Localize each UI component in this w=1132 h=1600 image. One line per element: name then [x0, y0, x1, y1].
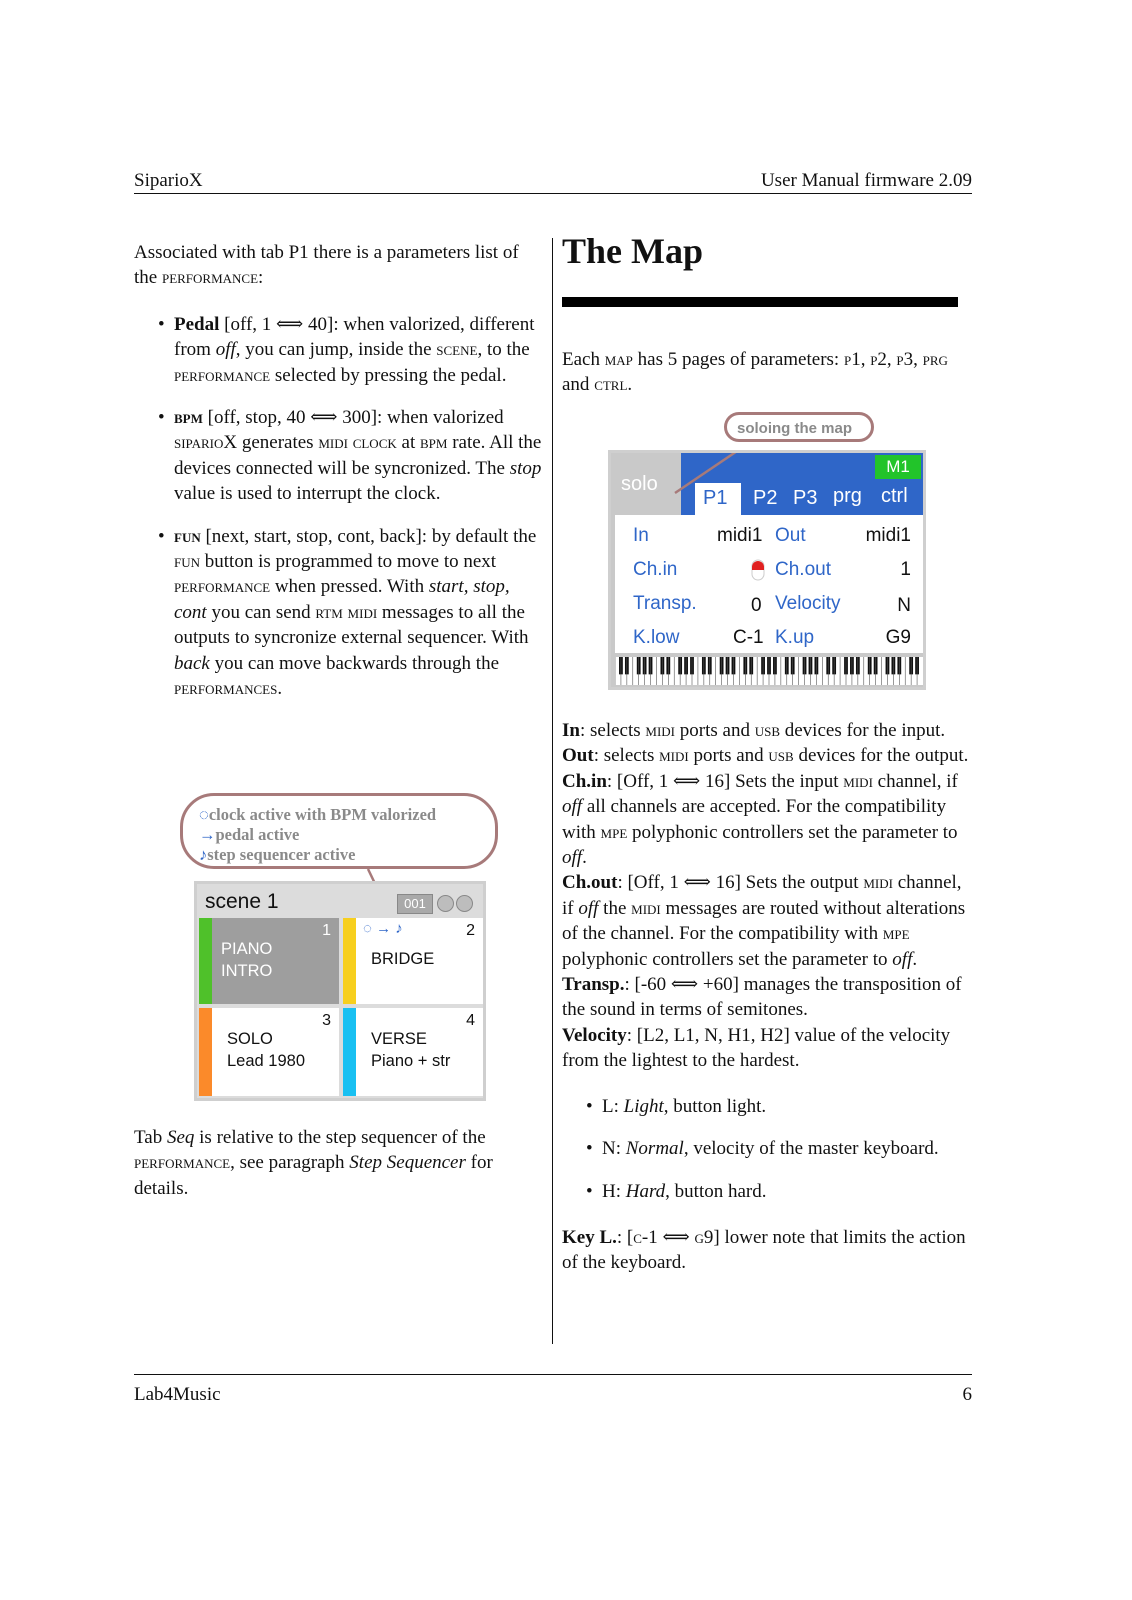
param-value[interactable]: N	[897, 595, 911, 616]
param-value[interactable]: 0	[751, 595, 762, 616]
left-intro: Associated with tab P1 there is a parameters list of the performance:	[134, 242, 519, 289]
map-callout	[724, 412, 874, 442]
cell-line2: INTRO	[221, 962, 273, 980]
cell-line1: PIANO	[221, 940, 273, 958]
param-label: Ch.in	[633, 559, 678, 580]
def-in: In: selects midi ports and usb devices for the input.	[562, 720, 946, 741]
param-label: Transp.	[633, 593, 697, 614]
cell-status-icons	[363, 920, 403, 937]
column-divider	[552, 238, 553, 1344]
param-value[interactable]: G9	[885, 627, 911, 648]
tab-ctrl[interactable]: ctrl	[881, 485, 908, 507]
tab-p3[interactable]: P3	[793, 487, 818, 509]
list-item-bpm: • bpm [off, stop, 40 ⟺ 300]: when valorized siparioX generates midi clock at bpm rate. All the devices connected will be syncronized. The stop value is used to interrupt the clock.	[134, 405, 546, 507]
cell-line2: Piano + str	[371, 1052, 451, 1070]
cell-color-bar	[199, 918, 212, 1004]
param-row-klow	[615, 627, 923, 657]
cell-line1: SOLO	[227, 1030, 273, 1048]
param-label: K.low	[633, 627, 680, 648]
legend-row-clock: ◌clock active with BPM valorized	[199, 805, 437, 824]
param-value[interactable]: midi1	[865, 525, 911, 546]
map-param-definitions	[562, 718, 972, 1276]
def-keyl: Key L.: [c-1 ⟺ g9] lower note that limits the action of the keyboard.	[562, 1226, 966, 1274]
seq-paragraph: Tab Seq is relative to the step sequencer of the performance, see paragraph Step Sequencer for details.	[134, 1127, 493, 1199]
param-label: Out	[775, 525, 806, 546]
cell-line1: VERSE	[371, 1030, 427, 1048]
scene-figure	[180, 793, 498, 1103]
list-item-hard: • H: Hard, button hard.	[562, 1179, 972, 1204]
map-badge: M1	[875, 455, 921, 479]
footer-left: Lab4Music	[134, 1384, 221, 1405]
scene-cell-3[interactable]	[199, 1008, 339, 1096]
page-number: 6	[962, 1384, 972, 1405]
param-row-transp	[615, 593, 923, 623]
param-row-in	[615, 525, 923, 555]
def-chin: Ch.in: [Off, 1 ⟺ 16] Sets the input midi channel, if off all channels are accepted. For the compatibility with mpe polyphonic controllers set the parameter to off.	[562, 770, 958, 869]
solo-label[interactable]: solo	[621, 473, 658, 495]
cell-number: 3	[322, 1012, 331, 1029]
scene-cell-2[interactable]	[343, 918, 483, 1004]
def-out: Out: selects midi ports and usb devices for the output.	[562, 745, 969, 767]
list-item-light: • L: Light, button light.	[562, 1094, 972, 1119]
scene-led-1	[437, 895, 454, 912]
scene-cell-4[interactable]	[343, 1008, 483, 1096]
arrow-right-icon: →	[199, 825, 216, 844]
header-right: User Manual firmware 2.09	[760, 170, 972, 191]
cell-number: 1	[322, 922, 331, 939]
clock-icon: ◌	[363, 920, 372, 937]
map-widget	[608, 450, 926, 690]
tab-p1[interactable]: P1	[703, 487, 728, 509]
callout-pointer	[611, 453, 751, 523]
clock-icon: ◌	[199, 805, 209, 824]
cell-number: 2	[466, 922, 475, 939]
section-title: The Map	[562, 231, 704, 271]
list-item-fun: • fun [next, start, stop, cont, back]: by default the fun button is programmed to move to next performance when pressed. With start, stop, cont you can send rtm midi messages to all the outputs to syncronize external sequencer. With back you can move backwards through the performances.	[134, 524, 546, 702]
cell-color-bar	[343, 1008, 356, 1096]
legend-row-pedal: →pedal active	[199, 825, 300, 844]
left-column	[134, 240, 546, 702]
param-label: Ch.out	[775, 559, 831, 580]
scene-cell-1[interactable]	[199, 918, 339, 1004]
param-value[interactable]: C-1	[733, 627, 764, 648]
arrow-right-icon: →	[376, 920, 392, 937]
record-icon	[751, 559, 765, 587]
cell-color-bar	[343, 918, 356, 1004]
legend-row-step: ♪step sequencer active	[199, 845, 356, 864]
param-value[interactable]: midi1	[717, 525, 763, 546]
header-rule	[134, 193, 972, 194]
performance-param-list	[134, 312, 546, 702]
scene-led-2	[456, 895, 473, 912]
cell-number: 4	[466, 1012, 475, 1029]
scene-counter: 001	[397, 894, 433, 914]
title-bar	[562, 297, 958, 307]
tab-prg[interactable]: prg	[833, 485, 862, 507]
param-row-chin	[615, 559, 923, 589]
tab-p2[interactable]: P2	[753, 487, 778, 509]
param-label: Velocity	[775, 593, 841, 614]
note-icon: ♪	[199, 845, 208, 864]
velocity-list	[562, 1094, 972, 1204]
list-item-normal: • N: Normal, velocity of the master keyboard.	[562, 1136, 972, 1161]
def-transp: Transp.: [-60 ⟺ +60] manages the transposition of the sound in terms of semitones.	[562, 974, 962, 1021]
scene-widget	[194, 881, 486, 1101]
scene-title: scene 1	[205, 890, 279, 913]
cell-line2: Lead 1980	[227, 1052, 305, 1070]
keyboard-strip	[615, 657, 923, 685]
param-label: K.up	[775, 627, 815, 648]
header-left: SiparioX	[134, 170, 203, 191]
map-params-panel	[615, 515, 923, 653]
list-item-pedal: • Pedal [off, 1 ⟺ 40]: when valorized, different from off, you can jump, inside the scene, to the performance selected by pressing the pedal.	[134, 312, 546, 388]
param-value[interactable]: 1	[900, 559, 911, 580]
cell-color-bar	[199, 1008, 212, 1096]
map-figure	[608, 412, 928, 692]
footer-rule	[134, 1374, 972, 1375]
cell-line1: BRIDGE	[371, 950, 435, 968]
map-intro: Each map has 5 pages of parameters: p1, p2, p3, prg and ctrl.	[562, 349, 948, 396]
def-chout: Ch.out: [Off, 1 ⟺ 16] Sets the output midi channel, if off the midi messages are routed without alterations of the channel. For the compatibility with mpe polyphonic controllers set the parameter to off.	[562, 872, 966, 970]
def-velocity: Velocity: [L2, L1, N, H1, H2] value of the velocity from the lightest to the hardest.	[562, 1024, 951, 1072]
callout-text: soloing the map	[737, 420, 853, 437]
param-label: In	[633, 525, 649, 546]
note-icon: ♪	[395, 920, 403, 937]
